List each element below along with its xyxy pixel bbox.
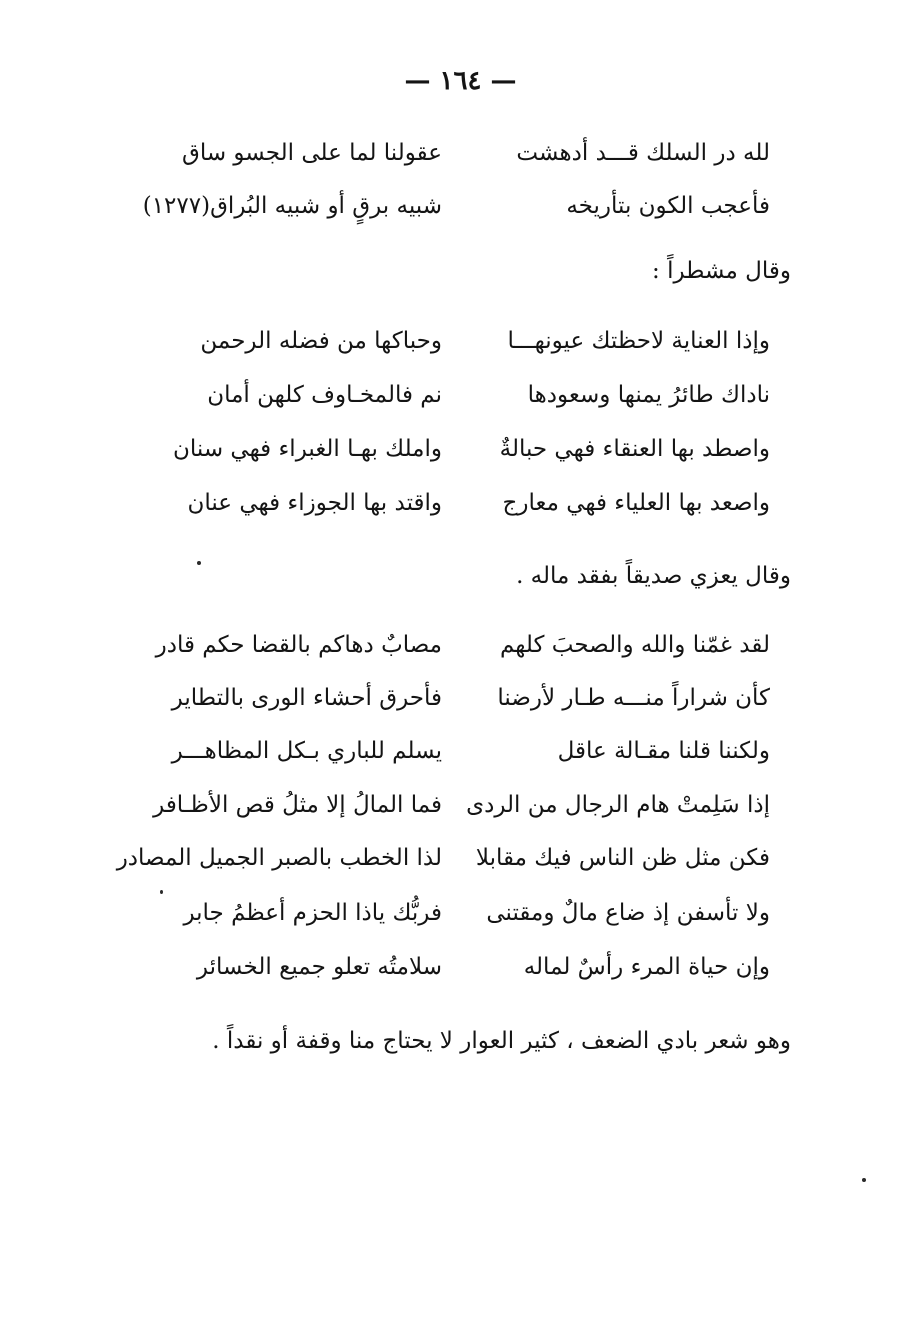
scan-speck: [160, 890, 163, 894]
verse-4-first-hemistich: ناداك طائرُ يمنها وسعودها: [527, 382, 770, 408]
verse-2-second-hemistich: شبيه برقٍ أو شبيه البُراق(١٢٧٧): [142, 193, 442, 219]
verse-2: [142, 193, 770, 233]
verse-5: [150, 436, 770, 476]
verse-1-second-hemistich: عقولنا لما على الجسو ساق: [181, 140, 442, 166]
verse-7-first-hemistich: لقد غمّنا والله والصحبَ كلهم: [499, 632, 770, 658]
verse-11-first-hemistich: فكن مثل ظن الناس فيك مقابلا: [475, 845, 770, 871]
verse-9-second-hemistich: يسلم للباري بـكل المظاهـــر: [171, 738, 442, 764]
verse-3-first-hemistich: وإذا العناية لاحظتك عيونهـــا: [507, 328, 770, 354]
verse-4-second-hemistich: نم فالمخـاوف كلهن أمان: [207, 382, 442, 408]
verse-7: [150, 632, 770, 672]
verse-12-first-hemistich: ولا تأسفن إذ ضاع مالٌ ومقتنى: [486, 900, 770, 926]
verse-3-second-hemistich: وحباكها من فضله الرحمن: [200, 328, 442, 354]
verse-5-second-hemistich: واملك بهـا الغبراء فهي سنان: [172, 436, 442, 462]
verse-8: [150, 685, 770, 725]
verse-9: [150, 738, 770, 778]
verse-11-second-hemistich: لذا الخطب بالصبر الجميل المصادر: [116, 845, 442, 871]
page-number: — ١٦٤ —: [404, 66, 517, 96]
verse-10: [150, 792, 770, 832]
verse-10-second-hemistich: فما المالُ إلا مثلُ قص الأظـافر: [153, 792, 442, 818]
verse-13-second-hemistich: سلامتُه تعلو جميع الخسائر: [196, 954, 442, 980]
scan-speck: [197, 561, 201, 565]
verse-2-first-hemistich: فأعجب الكون بتأريخه: [566, 193, 770, 219]
verse-1: [150, 140, 770, 180]
verse-6-first-hemistich: واصعد بها العلياء فهي معارج: [502, 490, 770, 516]
verse-6: [150, 490, 770, 530]
verse-12-second-hemistich: فربُّك ياذا الحزم أعظمُ جابر: [183, 900, 442, 926]
verse-8-first-hemistich: كأن شراراً منـــه طـار لأرضنا: [497, 685, 770, 711]
verse-7-second-hemistich: مصابٌ دهاكم بالقضا حكم قادر: [155, 632, 442, 658]
scan-speck: [862, 1178, 866, 1182]
verse-12: [150, 900, 770, 940]
verse-8-second-hemistich: فأحرق أحشاء الورى بالتطاير: [171, 685, 442, 711]
verse-13: [150, 954, 770, 994]
verse-9-first-hemistich: ولكننا قلنا مقـالة عاقل: [557, 738, 770, 764]
verse-3: [150, 328, 770, 368]
verse-5-first-hemistich: واصطد بها العنقاء فهي حبالةٌ: [499, 436, 770, 462]
closing-note: وهو شعر بادي الضعف ، كثير العوار لا يحتاج منا وقفة أو نقداً .: [212, 1028, 791, 1054]
verse-1-first-hemistich: لله در السلك قـــد أدهشت: [516, 140, 770, 166]
verse-10-first-hemistich: إذا سَلِمتْ هام الرجال من الردى: [466, 792, 770, 818]
heading-mushattar: وقال مشطراً :: [652, 258, 791, 284]
heading-condolence: وقال يعزي صديقاً بفقد ماله .: [516, 563, 791, 589]
verse-13-first-hemistich: وإن حياة المرء رأسٌ لماله: [523, 954, 770, 980]
verse-6-second-hemistich: واقتد بها الجوزاء فهي عنان: [187, 490, 442, 516]
verse-4: [150, 382, 770, 422]
verse-11: [116, 845, 770, 885]
